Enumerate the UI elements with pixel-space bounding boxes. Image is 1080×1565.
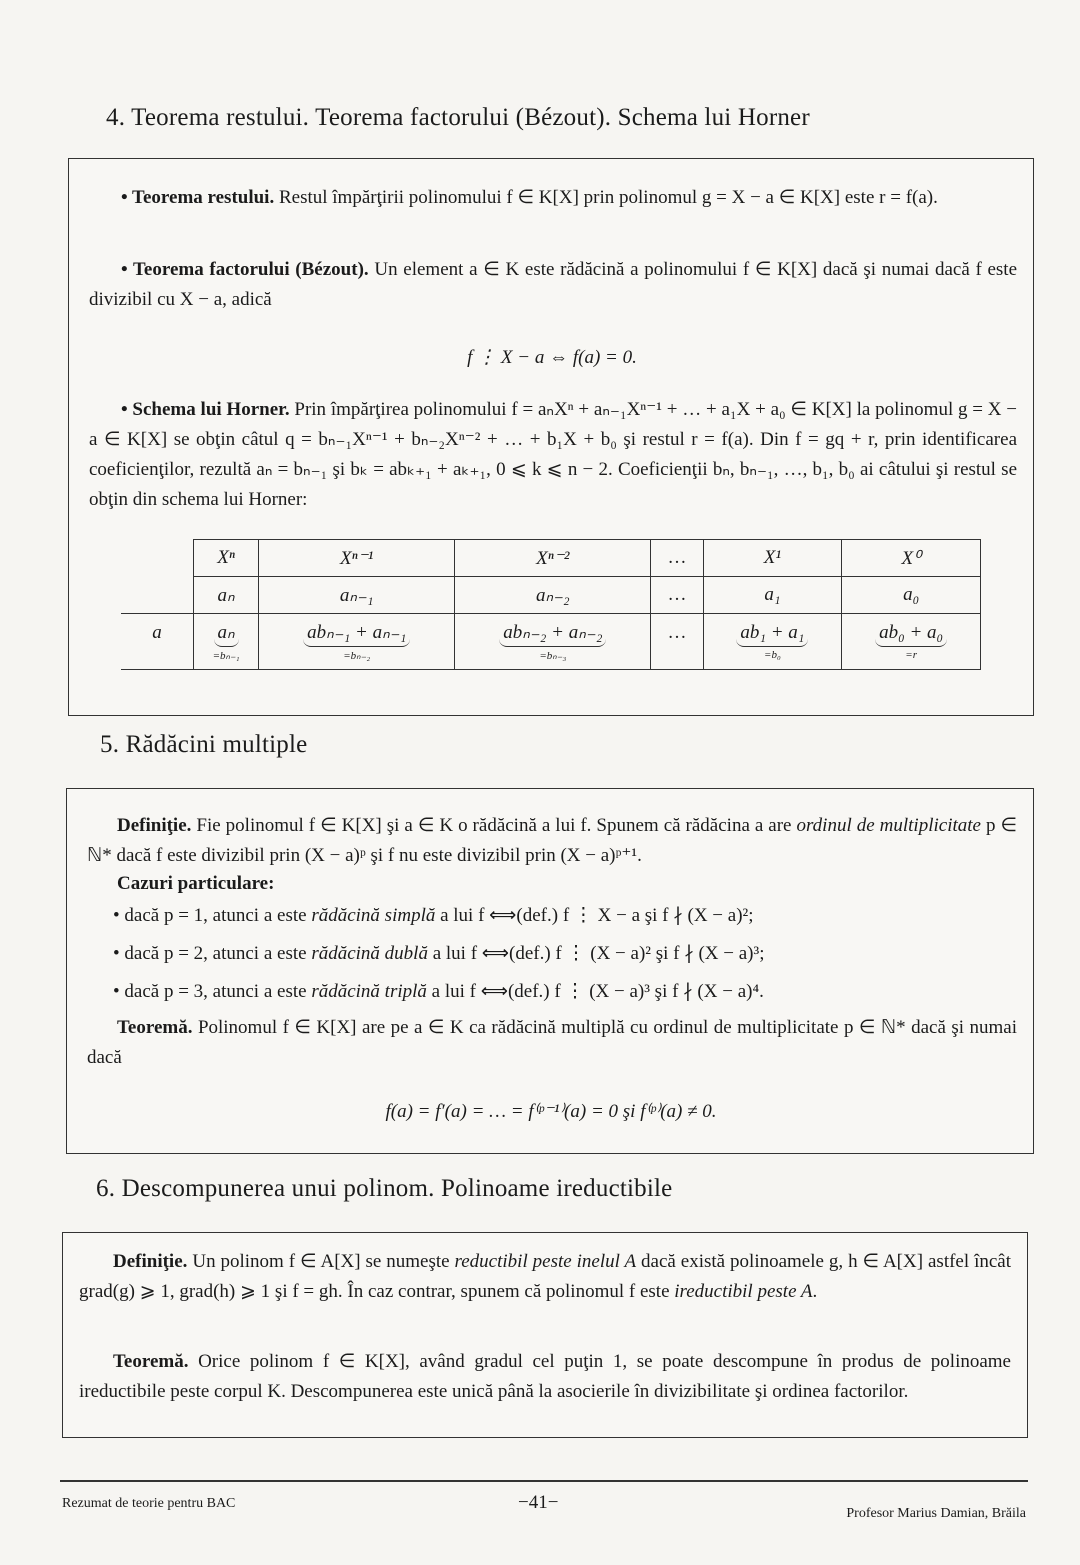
root-label: a	[121, 614, 194, 670]
table-cell: a₁	[703, 577, 842, 614]
footer-divider	[60, 1480, 1028, 1482]
multiplicity-formula: f(a) = f′(a) = … = f⁽ᵖ⁻¹⁾(a) = 0 şi f⁽ᵖ⁾(a) ≠ 0.	[385, 1101, 717, 1122]
table-cell: Xⁿ⁻²	[455, 540, 651, 577]
horner-text: Prin împărţirea polinomului f = aₙXⁿ + aₙ₋₁Xⁿ⁻¹ + … + a₁X + a₀ ∈ K[X] la polinomul g = X − a ∈ K[X] se obţin câtul q = bₙ₋₁Xⁿ⁻¹ + bₙ₋₂Xⁿ⁻² + … + b₁X + b₀ şi restul r = f(a). Din f = gq + r, prin identificarea coeficienţilor, rezultă aₙ = bₙ₋₁ şi bₖ = abₖ₊₁ + aₖ₊₁, 0 ⩽ k ⩽ n − 2. Coeficienţii bₙ, bₙ₋₁, …, b₁, b₀ ai câtului şi restul se obţin din schema lui Horner:	[89, 399, 1017, 510]
horner-table	[121, 539, 981, 670]
horner-result-row	[121, 614, 981, 670]
table-cell: X¹	[703, 540, 842, 577]
factor-theorem-formula: f ⋮ X − a ⇔ f(a) = 0.	[467, 347, 637, 368]
reducible-definition: Definiţie. Un polinom f ∈ A[X] se numeşte reductibil peste inelul A dacă există polinoamele g, h ∈ A[X] astfel încât grad(g) ⩾ 1, grad(h) ⩾ 1 şi f = gh. În caz contrar, spunem că polinomul f este ireductibil peste A.	[79, 1251, 1011, 1302]
horner-heading: • Schema lui Horner.	[121, 399, 290, 420]
remainder-theorem-heading: • Teorema restului.	[121, 187, 275, 208]
horner-scheme	[89, 395, 1017, 515]
multiplicity-definition: Definiţie. Fie polinomul f ∈ K[X] şi a ∈ K o rădăcină a lui f. Spunem că rădăcina a are ordinul de multiplicitate p ∈ ℕ* dacă f este divizibil prin (X − a)ᵖ şi f nu este divizibil prin (X − a)ᵖ⁺¹.	[87, 815, 1017, 866]
page-number: −41−	[518, 1492, 559, 1513]
case-simple-root: • dacă p = 1, atunci a este rădăcină simplă a lui f ⟺(def.) f ⋮ X − a şi f ∤ (X − a)²;	[113, 905, 754, 926]
horner-header-row	[121, 540, 981, 577]
section-4-box	[68, 158, 1034, 716]
case-triple-root: • dacă p = 3, atunci a este rădăcină triplă a lui f ⟺(def.) f ⋮ (X − a)³ şi f ∤ (X − a)⁴.	[113, 981, 764, 1002]
section-4-title: 4. Teorema restului. Teorema factorului (Bézout). Schema lui Horner	[106, 104, 810, 131]
table-cell: aₙ₋₁	[259, 577, 455, 614]
factor-theorem-heading: • Teorema factorului (Bézout).	[121, 259, 369, 280]
remainder-theorem-text: Restul împărţirii polinomului f ∈ K[X] prin polinomul g = X − a ∈ K[X] este r = f(a).	[278, 187, 938, 208]
table-cell: ab₀ + a₀ =r	[842, 614, 981, 670]
factor-theorem-text: Un element a ∈ K este rădăcină a polinomului f ∈ K[X] dacă şi numai dacă f este divizibil cu X − a, adică	[89, 259, 1018, 310]
theorem-heading: Teoremă.	[117, 1017, 193, 1038]
footer-right: Profesor Marius Damian, Brăila	[846, 1506, 1026, 1521]
table-cell: …	[651, 614, 703, 670]
table-cell: ab₁ + a₁ =b₀	[703, 614, 842, 670]
theorem-heading: Teoremă.	[113, 1351, 189, 1372]
case-double-root: • dacă p = 2, atunci a este rădăcină dublă a lui f ⟺(def.) f ⋮ (X − a)² şi f ∤ (X − a)³;	[113, 943, 765, 964]
horner-coef-row	[121, 577, 981, 614]
table-cell: aₙ =bₙ₋₁	[194, 614, 259, 670]
section-6-box	[62, 1232, 1028, 1438]
section-6-title: 6. Descompunerea unui polinom. Polinoame ireductibile	[96, 1175, 673, 1202]
section-5-box	[66, 788, 1034, 1154]
table-cell: aₙ₋₂	[455, 577, 651, 614]
table-cell: abₙ₋₂ + aₙ₋₂ =bₙ₋₃	[455, 614, 651, 670]
table-cell: Xⁿ	[194, 540, 259, 577]
remainder-theorem	[89, 183, 1017, 213]
table-cell: …	[651, 540, 703, 577]
table-cell: Xⁿ⁻¹	[259, 540, 455, 577]
footer-left: Rezumat de teorie pentru BAC	[62, 1496, 236, 1511]
table-cell: abₙ₋₁ + aₙ₋₁ =bₙ₋₂	[259, 614, 455, 670]
multiplicity-theorem: Teoremă. Polinomul f ∈ K[X] are pe a ∈ K ca rădăcină multiplă cu ordinul de multiplicitate p ∈ ℕ* dacă şi numai dacă	[87, 1017, 1017, 1068]
section-5-title: 5. Rădăcini multiple	[100, 731, 308, 758]
definition-heading: Definiţie.	[117, 815, 192, 836]
table-cell: …	[651, 577, 703, 614]
definition-heading: Definiţie.	[113, 1251, 188, 1272]
factor-theorem	[89, 255, 1017, 315]
table-cell: X⁰	[842, 540, 981, 577]
table-cell: aₙ	[194, 577, 259, 614]
table-cell: a₀	[842, 577, 981, 614]
cases-heading: Cazuri particulare:	[117, 873, 275, 894]
decomposition-theorem: Teoremă. Orice polinom f ∈ K[X], având gradul cel puţin 1, se poate descompune în produs de polinoame ireductibile peste corpul K. Descompunerea este unică până la asocierile în divizibilitate şi ordinea factorilor.	[79, 1351, 1011, 1402]
